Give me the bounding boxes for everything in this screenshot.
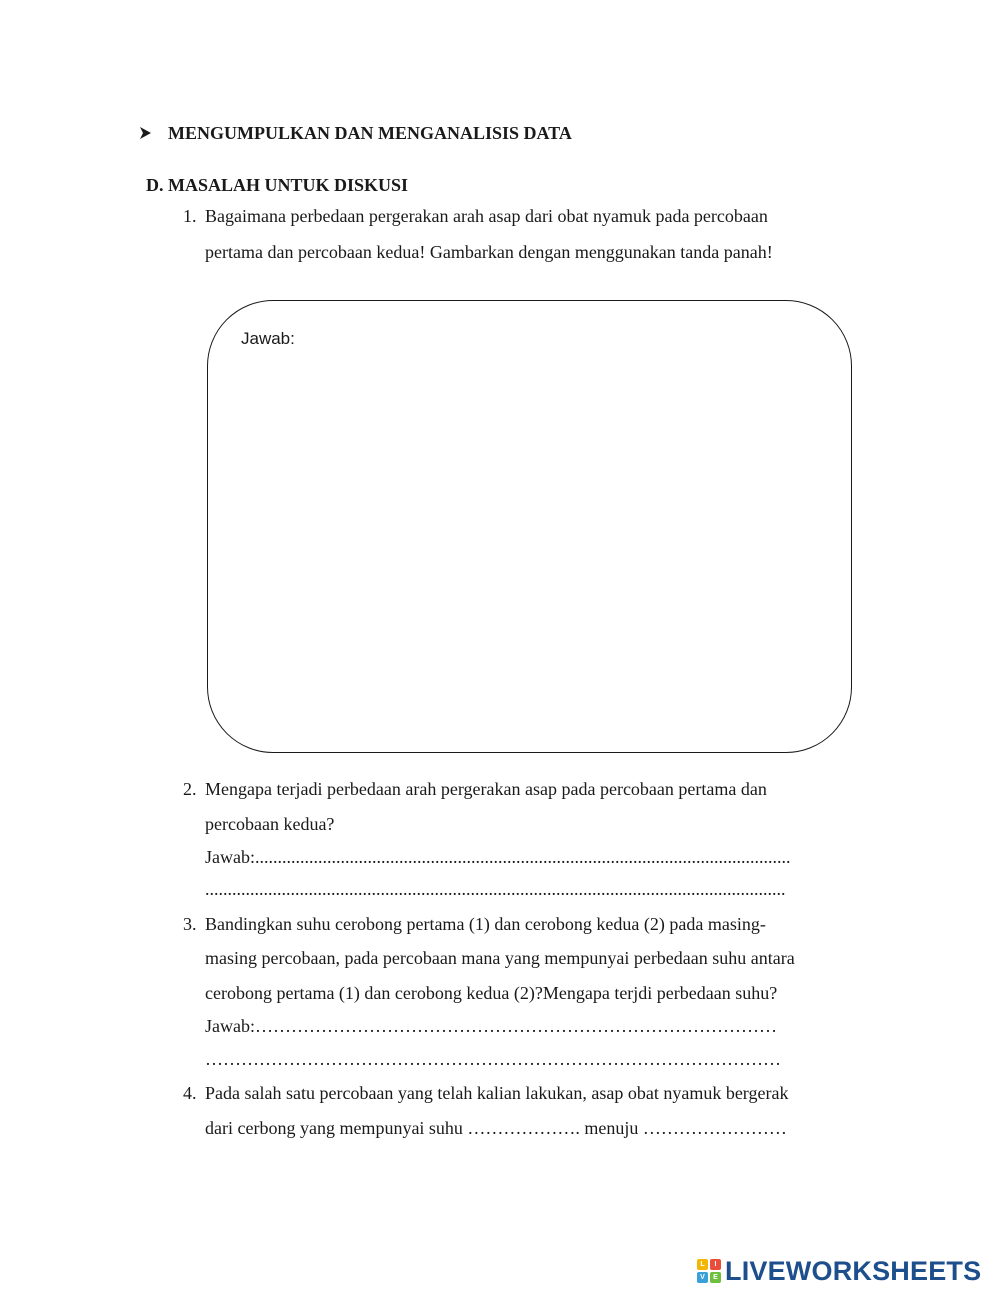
q4-number: 4. bbox=[183, 1083, 197, 1103]
logo-cubes-icon bbox=[697, 1259, 721, 1283]
q2-text-line2: percobaan kedua? bbox=[205, 814, 335, 834]
q3-text-line1: Bandingkan suhu cerobong pertama (1) dan cerobong kedua (2) pada masing- bbox=[205, 914, 766, 934]
q4-text-line2: dari cerbong yang mempunyai suhu ………………. menuju …………………… bbox=[205, 1118, 787, 1138]
section-heading-data: MENGUMPULKAN DAN MENGANALISIS DATA bbox=[168, 123, 572, 143]
q3-number: 3. bbox=[183, 914, 197, 934]
logo-cube-e: E bbox=[710, 1272, 721, 1283]
q1-text-line1: Bagaimana perbedaan pergerakan arah asap dari obat nyamuk pada percobaan bbox=[205, 206, 768, 226]
logo-cube-v: V bbox=[697, 1272, 708, 1283]
logo-cube-l: L bbox=[697, 1259, 708, 1270]
section-heading-discussion: D. MASALAH UNTUK DISKUSI bbox=[146, 175, 409, 195]
q1-answer-box[interactable] bbox=[207, 300, 852, 753]
q2-answer-line1[interactable]: Jawab:....................................................................................................................... bbox=[205, 847, 791, 867]
q1-answer-label: Jawab: bbox=[241, 329, 295, 348]
q2-text-line1: Mengapa terjadi perbedaan arah pergerakan asap pada percobaan pertama dan bbox=[205, 779, 767, 799]
q3-text-line3: cerobong pertama (1) dan cerobong kedua (2)?Mengapa terjdi perbedaan suhu? bbox=[205, 983, 778, 1003]
q3-text-line2: masing percobaan, pada percobaan mana yang mempunyai perbedaan suhu antara bbox=[205, 948, 795, 968]
q2-number: 2. bbox=[183, 779, 197, 799]
liveworksheets-logo bbox=[697, 1255, 981, 1287]
q3-answer-line1[interactable]: Jawab:…………………………………………………………………………… bbox=[205, 1016, 777, 1036]
q1-number: 1. bbox=[183, 206, 197, 226]
logo-text: LIVEWORKSHEETS bbox=[725, 1255, 982, 1286]
q4-text-line1: Pada salah satu percobaan yang telah kalian lakukan, asap obat nyamuk bergerak bbox=[205, 1083, 789, 1103]
q3-answer-line2[interactable]: …………………………………………………………………………………… bbox=[205, 1049, 781, 1069]
q1-text-line2: pertama dan percobaan kedua! Gambarkan dengan menggunakan tanda panah! bbox=[205, 242, 773, 262]
arrow-bullet-icon bbox=[138, 124, 154, 142]
q2-answer-line2[interactable]: ................................................................................................................................. bbox=[205, 879, 786, 899]
logo-cube-i: I bbox=[710, 1259, 721, 1270]
